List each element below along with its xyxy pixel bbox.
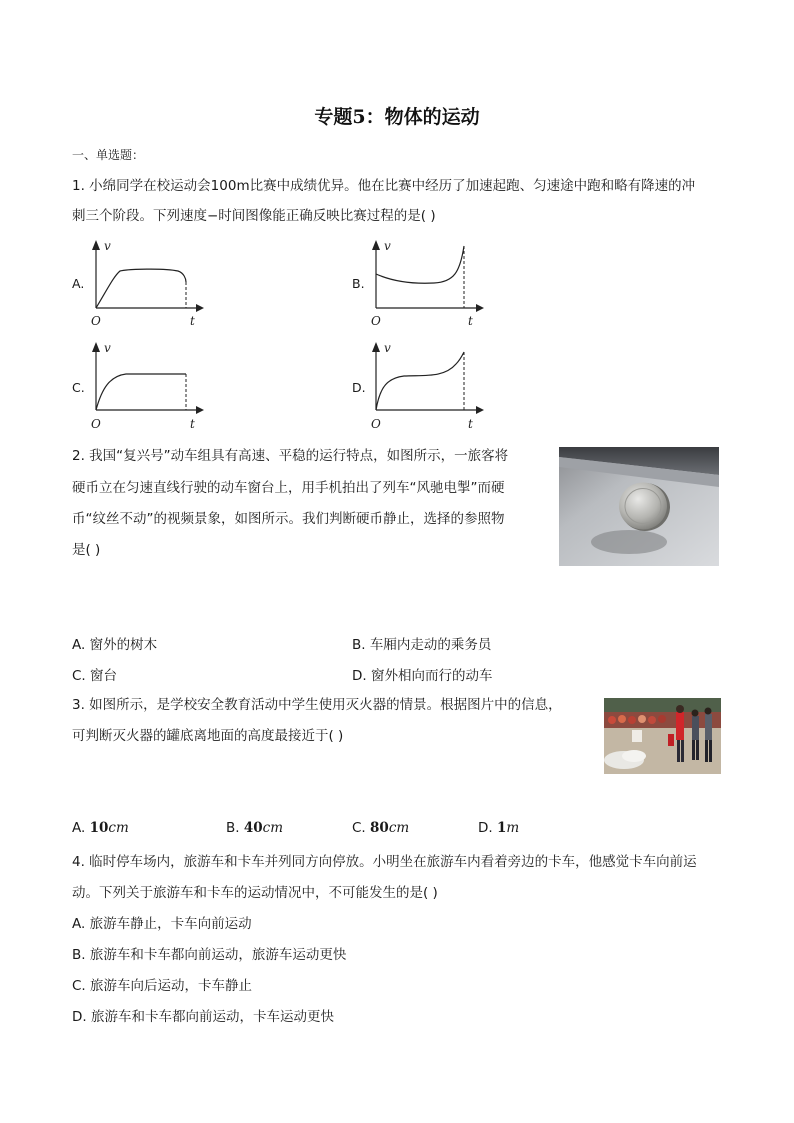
q3-line1: 3. 如图所示，是学校安全教育活动中学生使用灭火器的情景。根据图片中的信息， <box>72 697 562 713</box>
q2-option-d: D. 窗外相向而行的动车 <box>352 668 493 684</box>
graph-d-x-label: t <box>468 417 473 431</box>
q2-line4: 是( ) <box>72 542 101 558</box>
q3-option-a <box>72 820 129 836</box>
q2-option-c: C. 窗台 <box>72 668 118 684</box>
graph-c-label: C. <box>72 380 85 395</box>
graph-d-origin: O <box>371 417 381 431</box>
graph-d <box>364 338 490 434</box>
q3-option-b-value: 40 <box>243 820 263 836</box>
q4-option-b: B. 旅游车和卡车都向前运动，旅游车运动更快 <box>72 947 347 963</box>
q3-option-b-label: B. <box>226 820 240 836</box>
q2-option-b: B. 车厢内走动的乘务员 <box>352 637 492 653</box>
q4-line2: 动。下列关于旅游车和卡车的运动情况中，不可能发生的是( ) <box>72 885 438 901</box>
graph-a-label: A. <box>72 276 85 291</box>
q3-option-a-unit: cm <box>108 820 129 836</box>
q3-option-d-unit: m <box>506 820 520 836</box>
q4-option-c: C. 旅游车向后运动，卡车静止 <box>72 978 253 994</box>
q2-line2: 硬币立在匀速直线行驶的动车窗台上，用手机拍出了列车“风驰电掣”而硬 <box>72 480 505 496</box>
q2-line1: 2. 我国“复兴号”动车组具有高速、平稳的运行特点，如图所示，一旅客将 <box>72 448 509 464</box>
q1-line1: 1. 小绵同学在校运动会100m比赛中成绩优异。他在比赛中经历了加速起跑、匀速途中跑和略有降速的冲 <box>72 178 696 194</box>
q2-line3: 币“纹丝不动”的视频景象，如图所示。我们判断硬币静止，选择的参照物 <box>72 511 505 527</box>
q3-option-d-value: 1 <box>496 820 507 836</box>
graph-b-x-label: t <box>468 314 473 328</box>
section-heading: 一、单选题： <box>72 148 145 162</box>
q3-option-c-label: C. <box>352 820 366 836</box>
q2-option-a: A. 窗外的树木 <box>72 637 158 653</box>
q3-line2: 可判断灭火器的罐底离地面的高度最接近于( ) <box>72 728 344 744</box>
graph-d-y-label: v <box>384 341 391 355</box>
q3-option-d <box>478 820 519 836</box>
graph-c <box>84 338 210 434</box>
q3-option-c-value: 80 <box>370 820 389 836</box>
graph-a-curve <box>96 269 186 308</box>
graph-a-origin: O <box>91 314 101 328</box>
q3-option-b-unit: cm <box>262 820 284 836</box>
page-title: 专题5：物体的运动 <box>314 106 480 128</box>
graph-a-y-label: v <box>104 239 111 253</box>
fire-extinguisher-photo <box>604 698 721 774</box>
q3-option-c <box>352 820 409 836</box>
graph-c-y-label: v <box>104 341 111 355</box>
q3-option-b <box>226 820 283 836</box>
graph-b <box>364 236 490 328</box>
graph-c-origin: O <box>91 417 101 431</box>
q4-line1: 4. 临时停车场内，旅游车和卡车并列同方向停放。小明坐在旅游车内看着旁边的卡车，他感觉卡车向前运 <box>72 854 697 870</box>
graph-b-origin: O <box>371 314 381 328</box>
q1-line2: 刺三个阶段。下列速度−时间图像能正确反映比赛过程的是( ) <box>72 208 436 224</box>
graph-b-label: B. <box>352 276 365 291</box>
graph-a-x-label: t <box>190 314 195 328</box>
graph-d-curve <box>376 352 464 410</box>
q3-option-d-label: D. <box>478 820 493 836</box>
q3-option-a-label: A. <box>72 820 86 836</box>
q4-option-a: A. 旅游车静止，卡车向前运动 <box>72 916 252 932</box>
q3-option-a-value: 10 <box>89 820 109 836</box>
graph-d-label: D. <box>352 380 366 395</box>
graph-a <box>84 236 210 328</box>
graph-b-y-label: v <box>384 239 391 253</box>
q4-option-d: D. 旅游车和卡车都向前运动，卡车运动更快 <box>72 1009 334 1025</box>
graph-c-x-label: t <box>190 417 195 431</box>
graph-c-curve <box>96 374 186 410</box>
coin-on-windowsill-photo <box>559 447 719 566</box>
q3-option-c-unit: cm <box>388 820 410 836</box>
